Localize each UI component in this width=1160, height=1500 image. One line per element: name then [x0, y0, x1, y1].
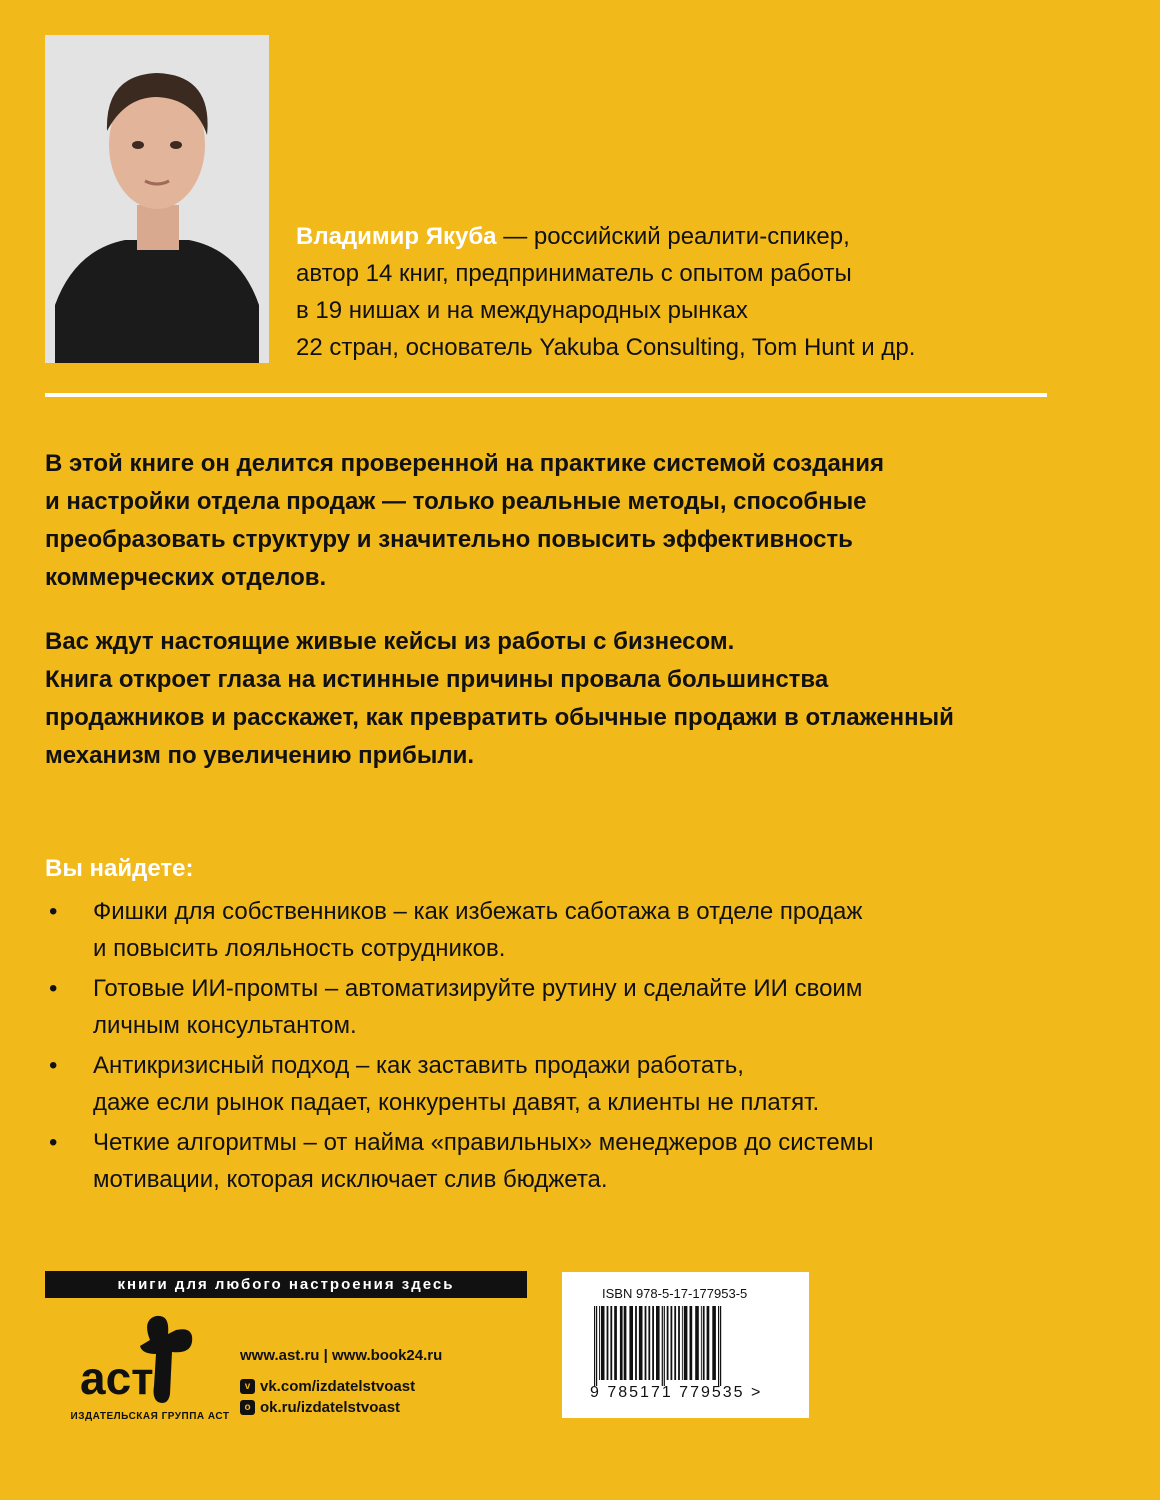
ok-link[interactable]: o ok.ru/izdatelstvoast: [240, 1399, 442, 1416]
author-bio-line-1: Владимир Якуба — российский реалити-спикер,: [296, 223, 850, 250]
publisher-tagline: книги для любого настроения здесь: [45, 1271, 527, 1298]
logo-text: аст: [80, 1352, 154, 1404]
ok-icon: o: [240, 1400, 255, 1415]
find-title: Вы найдете:: [45, 855, 194, 882]
website-links[interactable]: www.ast.ru | www.book24.ru: [240, 1347, 443, 1364]
description-paragraph-2: Вас ждут настоящие живые кейсы из работы с бизнесом. Книга откроет глаза на истинные причины провала большинства продажников и расскажет, как превратить обычные продажи в отлаженный механизм по увеличению прибыли.: [45, 628, 954, 769]
feature-list: [45, 893, 1125, 1201]
author-bio-line-3: в 19 нишах и на международных рынках: [296, 297, 748, 324]
author-bio: [296, 218, 1116, 366]
bullet: •: [49, 1052, 58, 1079]
publisher-links: [240, 1347, 442, 1420]
author-bio-line-2: автор 14 книг, предприниматель с опытом работы: [296, 260, 852, 287]
description-paragraph-1: В этой книге он делится проверенной на практике системой создания и настройки отдела продаж — только реальные методы, способные преобразовать структуру и значительно повысить эффективность коммерческих отделов.: [45, 450, 885, 591]
vk-link[interactable]: v vk.com/izdatelstvoast: [240, 1378, 442, 1395]
author-name: Владимир Якуба: [296, 223, 497, 250]
divider: [45, 393, 1047, 397]
isbn-box: [562, 1272, 809, 1418]
isbn-label: ISBN 978-5-17-177953-5: [602, 1286, 748, 1301]
bullet: •: [49, 898, 58, 925]
list-item: • Готовые ИИ-промты – автоматизируйте рутину и сделайте ИИ своим личным консультантом.: [45, 970, 1125, 1044]
author-bio-line-4: 22 стран, основатель Yakuba Consulting, Tom Hunt и др.: [296, 334, 916, 361]
barcode-digits: 9 785171 779535 >: [590, 1384, 763, 1401]
list-item: • Фишки для собственников – как избежать саботажа в отделе продаж и повысить лояльность сотрудников.: [45, 893, 1125, 967]
barcode: [592, 1306, 784, 1386]
publisher-name: ИЗДАТЕЛЬСКАЯ ГРУППА АСТ: [70, 1411, 230, 1422]
bullet: •: [49, 1129, 58, 1156]
vk-icon: v: [240, 1379, 255, 1394]
bullet: •: [49, 975, 58, 1002]
author-photo: [45, 35, 269, 363]
list-item: • Четкие алгоритмы – от найма «правильных» менеджеров до системы мотивации, которая исключает слив бюджета.: [45, 1124, 1125, 1198]
list-item: • Антикризисный подход – как заставить продажи работать, даже если рынок падает, конкуренты давят, а клиенты не платят.: [45, 1047, 1125, 1121]
